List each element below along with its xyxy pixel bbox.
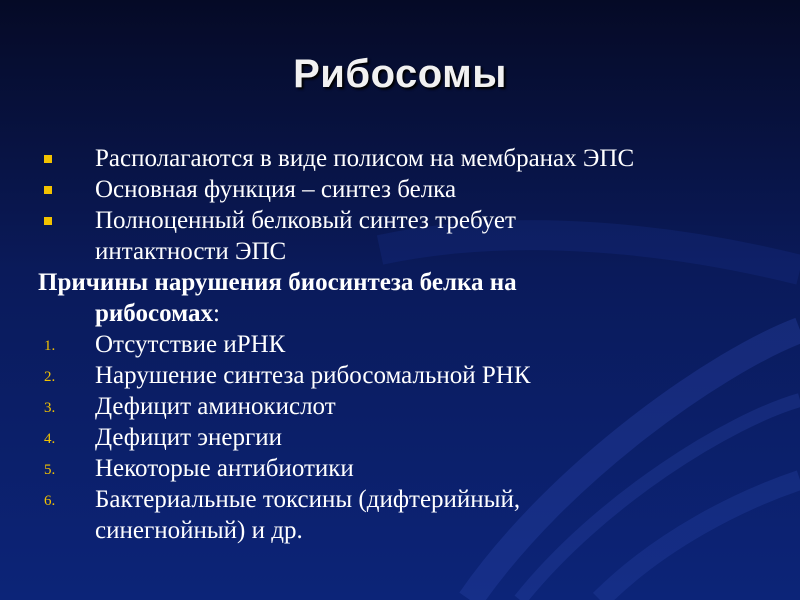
bullet-item [0, 205, 800, 267]
item-text-line: синегнойный) и др. [95, 517, 303, 544]
heading-line [38, 298, 760, 329]
numbered-item [0, 484, 800, 546]
numbered-item [0, 391, 800, 422]
slide-title: Рибосомы [293, 52, 507, 96]
item-number: 1. [44, 338, 56, 354]
heading-bold-text: рибосомах [95, 300, 213, 327]
bullet-text-line: Полноценный белковый синтез требует [95, 207, 516, 234]
numbered-item [0, 453, 800, 484]
bullet-item [0, 143, 800, 174]
item-number: 3. [44, 400, 56, 416]
item-number: 2. [44, 369, 56, 385]
item-text: Некоторые антибиотики [95, 455, 354, 482]
bullet-text: Располагаются в виде полисом на мембранах ЭПС [95, 145, 635, 172]
item-number: 5. [44, 462, 56, 478]
item-text: Дефицит энергии [95, 424, 282, 451]
item-text-line: Бактериальные токсины (дифтерийный, [95, 486, 521, 513]
item-number: 4. [44, 431, 56, 447]
bullet-text: Основная функция – синтез белка [95, 176, 457, 203]
section-heading [0, 267, 800, 329]
item-text: Нарушение синтеза рибосомальной РНК [95, 362, 531, 389]
item-number: 6. [44, 493, 56, 509]
numbered-item [0, 329, 800, 360]
heading-colon: : [212, 300, 220, 327]
square-bullet-icon [44, 155, 52, 163]
numbered-item [0, 360, 800, 391]
square-bullet-icon [44, 186, 52, 194]
item-text: Дефицит аминокислот [95, 393, 336, 420]
numbered-item [0, 422, 800, 453]
square-bullet-icon [44, 217, 52, 225]
bullet-item [0, 174, 800, 205]
item-text: Отсутствие иРНК [95, 331, 286, 358]
slide-content [0, 143, 800, 546]
bullet-text-line: интактности ЭПС [95, 238, 287, 265]
heading-line: Причины нарушения биосинтеза белка на [38, 269, 517, 296]
